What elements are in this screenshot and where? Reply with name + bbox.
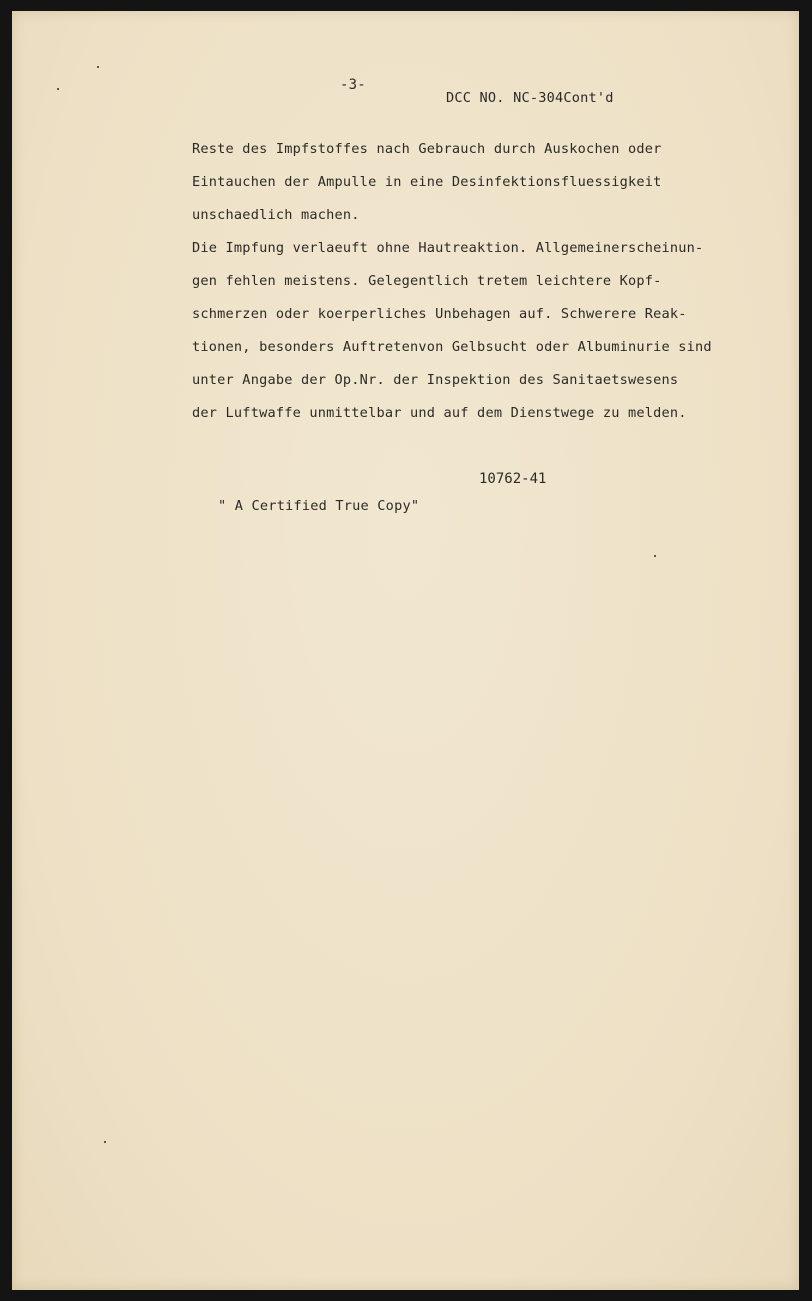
- paper-speck: [654, 555, 656, 557]
- certified-true-copy: " A Certified True Copy": [218, 498, 420, 514]
- body-line: unter Angabe der Op.Nr. der Inspektion des Sanitaetswesens: [192, 372, 679, 388]
- paper-speck: [104, 1141, 106, 1143]
- body-line: der Luftwaffe unmittelbar und auf dem Dienstwege zu melden.: [192, 405, 687, 421]
- document-code: 10762-41: [479, 471, 547, 487]
- document-number: DCC NO. NC-304Cont'd: [446, 90, 614, 106]
- body-line: Die Impfung verlaeuft ohne Hautreaktion. Allgemeinerscheinun-: [192, 240, 704, 256]
- body-line: gen fehlen meistens. Gelegentlich tretem leichtere Kopf-: [192, 273, 662, 289]
- page-number: -3-: [340, 77, 366, 93]
- body-line: tionen, besonders Auftretenvon Gelbsucht oder Albuminurie sind: [192, 339, 712, 355]
- body-line: schmerzen oder koerperliches Unbehagen auf. Schwerere Reak-: [192, 306, 687, 322]
- paper-speck: [57, 88, 59, 90]
- body-line: unschaedlich machen.: [192, 207, 360, 223]
- body-line: Eintauchen der Ampulle in eine Desinfektionsfluessigkeit: [192, 174, 662, 190]
- paper-speck: [97, 66, 99, 68]
- body-line: Reste des Impfstoffes nach Gebrauch durch Auskochen oder: [192, 141, 662, 157]
- document-page: [12, 11, 799, 1290]
